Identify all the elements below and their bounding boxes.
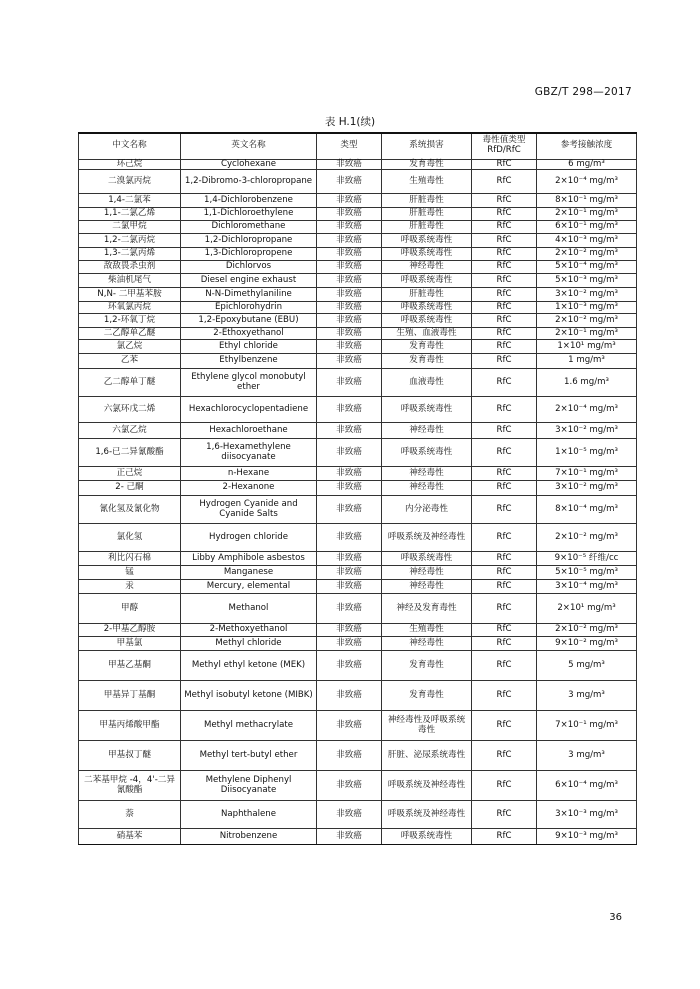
cell-toxicity-type: RfC — [472, 248, 537, 261]
cell-reference-concentration: 1 mg/m³ — [537, 354, 637, 369]
table-row — [79, 261, 637, 274]
cell-type: 非致癌 — [317, 624, 382, 637]
cell-en-name: 1,2-Dibromo-3-chloropropane — [181, 170, 317, 194]
cell-toxicity-type: RfC — [472, 552, 537, 566]
cell-reference-concentration: 2×10⁻¹ mg/m³ — [537, 328, 637, 340]
cell-type: 非致癌 — [317, 194, 382, 208]
cell-cn-name: 利比闪石棉 — [79, 552, 181, 566]
cell-en-name: Diesel engine exhaust — [181, 274, 317, 288]
cell-toxicity-type: RfC — [472, 302, 537, 314]
cell-toxicity-type: RfC — [472, 369, 537, 397]
cell-toxicity-type: RfC — [472, 261, 537, 274]
cell-cn-name: 甲基乙基酮 — [79, 651, 181, 681]
table-row — [79, 580, 637, 594]
cell-en-name: N-N-Dimethylaniline — [181, 288, 317, 302]
cell-cn-name: 甲基丙烯酸甲酯 — [79, 711, 181, 741]
cell-en-name: Methyl chloride — [181, 637, 317, 651]
cell-toxicity-type: RfC — [472, 159, 537, 170]
cell-reference-concentration: 2×10⁻² mg/m³ — [537, 524, 637, 552]
cell-reference-concentration: 8×10⁻¹ mg/m³ — [537, 194, 637, 208]
cell-type: 非致癌 — [317, 328, 382, 340]
cell-type: 非致癌 — [317, 524, 382, 552]
cell-toxicity-type: RfC — [472, 637, 537, 651]
cell-system-damage: 神经毒性 — [382, 566, 472, 580]
col-header-type: 类型 — [317, 133, 382, 159]
col-header-reference-concentration: 参考接触浓度 — [537, 133, 637, 159]
cell-type: 非致癌 — [317, 681, 382, 711]
cell-en-name: Cyclohexane — [181, 159, 317, 170]
cell-toxicity-type: RfC — [472, 467, 537, 481]
cell-system-damage: 神经毒性 — [382, 481, 472, 496]
cell-cn-name: 敌敌畏杀虫剂 — [79, 261, 181, 274]
cell-system-damage: 生殖毒性 — [382, 170, 472, 194]
cell-en-name: 2-Methoxyethanol — [181, 624, 317, 637]
cell-reference-concentration: 3×10⁻⁴ mg/m³ — [537, 580, 637, 594]
table-row — [79, 274, 637, 288]
cell-cn-name: N,N- 二甲基苯胺 — [79, 288, 181, 302]
cell-en-name: 1,3-Dichloropropene — [181, 248, 317, 261]
cell-en-name: Dichloromethane — [181, 221, 317, 234]
cell-en-name: Methanol — [181, 594, 317, 624]
cell-en-name: Nitrobenzene — [181, 829, 317, 845]
cell-cn-name: 甲醇 — [79, 594, 181, 624]
cell-system-damage: 神经毒性 — [382, 580, 472, 594]
standard-code: GBZ/T 298—2017 — [534, 86, 632, 98]
cell-type: 非致癌 — [317, 234, 382, 248]
table-row — [79, 496, 637, 524]
cell-toxicity-type: RfC — [472, 496, 537, 524]
cell-system-damage: 血液毒性 — [382, 369, 472, 397]
cell-system-damage: 神经毒性 — [382, 261, 472, 274]
cell-toxicity-type: RfC — [472, 328, 537, 340]
cell-type: 非致癌 — [317, 580, 382, 594]
cell-system-damage: 呼吸系统毒性 — [382, 274, 472, 288]
col-header-toxicity-type: 毒性值类型RfD/RfC — [472, 133, 537, 159]
cell-toxicity-type: RfC — [472, 711, 537, 741]
cell-system-damage: 呼吸系统及神经毒性 — [382, 524, 472, 552]
cell-en-name: Hydrogen Cyanide and Cyanide Salts — [181, 496, 317, 524]
cell-system-damage: 呼吸系统毒性 — [382, 829, 472, 845]
cell-system-damage: 神经毒性 — [382, 423, 472, 439]
table-row — [79, 369, 637, 397]
cell-system-damage: 肝脏毒性 — [382, 221, 472, 234]
cell-toxicity-type: RfC — [472, 234, 537, 248]
cell-toxicity-type: RfC — [472, 481, 537, 496]
table-row — [79, 481, 637, 496]
cell-system-damage: 内分泌毒性 — [382, 496, 472, 524]
cell-system-damage: 肝脏毒性 — [382, 288, 472, 302]
cell-en-name: Libby Amphibole asbestos — [181, 552, 317, 566]
cell-system-damage: 神经毒性 — [382, 467, 472, 481]
cell-cn-name: 六氯环戊二烯 — [79, 397, 181, 423]
cell-en-name: Ethyl chloride — [181, 340, 317, 354]
table-row — [79, 439, 637, 467]
cell-cn-name: 1,3-二氯丙烯 — [79, 248, 181, 261]
cell-type: 非致癌 — [317, 248, 382, 261]
cell-reference-concentration: 2×10⁻² mg/m³ — [537, 248, 637, 261]
cell-system-damage: 肝脏、泌尿系统毒性 — [382, 741, 472, 771]
table-row — [79, 328, 637, 340]
table-row — [79, 594, 637, 624]
cell-en-name: 2-Ethoxyethanol — [181, 328, 317, 340]
cell-reference-concentration: 3×10⁻² mg/m³ — [537, 423, 637, 439]
page-number: 36 — [609, 912, 622, 923]
cell-type: 非致癌 — [317, 221, 382, 234]
table-row — [79, 159, 637, 170]
cell-reference-concentration: 3 mg/m³ — [537, 741, 637, 771]
table-row — [79, 711, 637, 741]
cell-cn-name: 1,4-二氯苯 — [79, 194, 181, 208]
cell-type: 非致癌 — [317, 397, 382, 423]
cell-reference-concentration: 3×10⁻² mg/m³ — [537, 481, 637, 496]
cell-cn-name: 氰化氢及氰化物 — [79, 496, 181, 524]
cell-en-name: Mercury, elemental — [181, 580, 317, 594]
cell-type: 非致癌 — [317, 741, 382, 771]
cell-toxicity-type: RfC — [472, 397, 537, 423]
cell-en-name: Ethylene glycol monobutyl ether — [181, 369, 317, 397]
cell-cn-name: 柴油机尾气 — [79, 274, 181, 288]
cell-cn-name: 二乙醇单乙醚 — [79, 328, 181, 340]
cell-cn-name: 汞 — [79, 580, 181, 594]
cell-toxicity-type: RfC — [472, 208, 537, 221]
cell-toxicity-type: RfC — [472, 771, 537, 801]
cell-reference-concentration: 6 mg/m³ — [537, 159, 637, 170]
cell-reference-concentration: 5×10⁻⁴ mg/m³ — [537, 261, 637, 274]
cell-system-damage: 肝脏毒性 — [382, 208, 472, 221]
table-row — [79, 170, 637, 194]
cell-cn-name: 二氯甲烷 — [79, 221, 181, 234]
cell-toxicity-type: RfC — [472, 801, 537, 829]
cell-type: 非致癌 — [317, 208, 382, 221]
cell-toxicity-type: RfC — [472, 170, 537, 194]
cell-en-name: 1,2-Dichloropropane — [181, 234, 317, 248]
table-row — [79, 741, 637, 771]
table-title: 表 H.1(续) — [324, 116, 376, 128]
cell-reference-concentration: 2×10⁻⁴ mg/m³ — [537, 397, 637, 423]
cell-cn-name: 二溴氯丙烷 — [79, 170, 181, 194]
cell-reference-concentration: 9×10⁻⁵ 纤维/cc — [537, 552, 637, 566]
cell-toxicity-type: RfC — [472, 594, 537, 624]
cell-en-name: 2-Hexanone — [181, 481, 317, 496]
cell-en-name: Methyl ethyl ketone (MEK) — [181, 651, 317, 681]
cell-system-damage: 呼吸系统及神经毒性 — [382, 801, 472, 829]
table-row — [79, 552, 637, 566]
cell-cn-name: 硝基苯 — [79, 829, 181, 845]
cell-type: 非致癌 — [317, 711, 382, 741]
table-row — [79, 771, 637, 801]
cell-type: 非致癌 — [317, 354, 382, 369]
cell-system-damage: 神经毒性及呼吸系统毒性 — [382, 711, 472, 741]
cell-system-damage: 发育毒性 — [382, 681, 472, 711]
cell-toxicity-type: RfC — [472, 340, 537, 354]
cell-type: 非致癌 — [317, 481, 382, 496]
table-row — [79, 208, 637, 221]
cell-en-name: n-Hexane — [181, 467, 317, 481]
cell-type: 非致癌 — [317, 314, 382, 328]
cell-en-name: 1,6-Hexamethylene diisocyanate — [181, 439, 317, 467]
cell-cn-name: 乙苯 — [79, 354, 181, 369]
cell-type: 非致癌 — [317, 302, 382, 314]
cell-reference-concentration: 4×10⁻³ mg/m³ — [537, 234, 637, 248]
cell-reference-concentration: 2×10⁻⁴ mg/m³ — [537, 170, 637, 194]
table-row — [79, 467, 637, 481]
cell-reference-concentration: 1×10⁻³ mg/m³ — [537, 302, 637, 314]
cell-cn-name: 1,2-环氧丁烷 — [79, 314, 181, 328]
cell-en-name: Ethylbenzene — [181, 354, 317, 369]
cell-system-damage: 神经毒性 — [382, 637, 472, 651]
cell-en-name: 1,1-Dichloroethylene — [181, 208, 317, 221]
cell-reference-concentration: 3×10⁻² mg/m³ — [537, 288, 637, 302]
table-row — [79, 651, 637, 681]
table-row — [79, 637, 637, 651]
cell-reference-concentration: 5×10⁻⁵ mg/m³ — [537, 566, 637, 580]
table-header-row — [79, 133, 637, 159]
cell-cn-name: 2- 己酮 — [79, 481, 181, 496]
table-row — [79, 681, 637, 711]
table-row — [79, 423, 637, 439]
cell-system-damage: 生殖、血液毒性 — [382, 328, 472, 340]
cell-cn-name: 1,6-已二异氰酸酯 — [79, 439, 181, 467]
cell-reference-concentration: 7×10⁻¹ mg/m³ — [537, 711, 637, 741]
cell-en-name: Hexachloroethane — [181, 423, 317, 439]
cell-toxicity-type: RfC — [472, 624, 537, 637]
cell-type: 非致癌 — [317, 159, 382, 170]
cell-system-damage: 发育毒性 — [382, 340, 472, 354]
cell-type: 非致癌 — [317, 829, 382, 845]
cell-en-name: Methyl tert-butyl ether — [181, 741, 317, 771]
table-row — [79, 624, 637, 637]
col-header-en-name: 英文名称 — [181, 133, 317, 159]
cell-toxicity-type: RfC — [472, 580, 537, 594]
cell-type: 非致癌 — [317, 288, 382, 302]
cell-toxicity-type: RfC — [472, 288, 537, 302]
cell-toxicity-type: RfC — [472, 741, 537, 771]
cell-type: 非致癌 — [317, 261, 382, 274]
cell-cn-name: 萘 — [79, 801, 181, 829]
cell-reference-concentration: 2×10⁻² mg/m³ — [537, 314, 637, 328]
cell-type: 非致癌 — [317, 496, 382, 524]
cell-toxicity-type: RfC — [472, 221, 537, 234]
cell-type: 非致癌 — [317, 552, 382, 566]
cell-system-damage: 呼吸系统毒性 — [382, 248, 472, 261]
cell-system-damage: 呼吸系统及神经毒性 — [382, 771, 472, 801]
cell-type: 非致癌 — [317, 771, 382, 801]
cell-en-name: Hexachlorocyclopentadiene — [181, 397, 317, 423]
cell-cn-name: 六氯乙烷 — [79, 423, 181, 439]
cell-reference-concentration: 8×10⁻⁴ mg/m³ — [537, 496, 637, 524]
cell-system-damage: 生殖毒性 — [382, 624, 472, 637]
table-row — [79, 221, 637, 234]
cell-system-damage: 呼吸系统毒性 — [382, 234, 472, 248]
table-row — [79, 354, 637, 369]
cell-type: 非致癌 — [317, 439, 382, 467]
cell-reference-concentration: 7×10⁻¹ mg/m³ — [537, 467, 637, 481]
cell-cn-name: 乙二醇单丁醚 — [79, 369, 181, 397]
cell-type: 非致癌 — [317, 423, 382, 439]
cell-en-name: Epichlorohydrin — [181, 302, 317, 314]
cell-cn-name: 环氧氯丙烷 — [79, 302, 181, 314]
cell-system-damage: 呼吸系统毒性 — [382, 397, 472, 423]
cell-reference-concentration: 6×10⁻¹ mg/m³ — [537, 221, 637, 234]
table-row — [79, 314, 637, 328]
cell-type: 非致癌 — [317, 637, 382, 651]
cell-reference-concentration: 9×10⁻³ mg/m³ — [537, 829, 637, 845]
cell-en-name: Methyl isobutyl ketone (MIBK) — [181, 681, 317, 711]
table-row — [79, 801, 637, 829]
cell-cn-name: 甲基叔丁醚 — [79, 741, 181, 771]
cell-system-damage: 肝脏毒性 — [382, 194, 472, 208]
cell-cn-name: 正己烷 — [79, 467, 181, 481]
cell-type: 非致癌 — [317, 594, 382, 624]
col-header-cn-name: 中文名称 — [79, 133, 181, 159]
cell-en-name: 1,4-Dichlorobenzene — [181, 194, 317, 208]
col-header-system-damage: 系统损害 — [382, 133, 472, 159]
cell-reference-concentration: 5×10⁻³ mg/m³ — [537, 274, 637, 288]
table-row — [79, 566, 637, 580]
cell-toxicity-type: RfC — [472, 829, 537, 845]
table-row — [79, 248, 637, 261]
table-row — [79, 234, 637, 248]
cell-cn-name: 1,1-二氯乙烯 — [79, 208, 181, 221]
cell-toxicity-type: RfC — [472, 566, 537, 580]
cell-en-name: Dichlorvos — [181, 261, 317, 274]
cell-reference-concentration: 3 mg/m³ — [537, 681, 637, 711]
cell-reference-concentration: 1×10¹ mg/m³ — [537, 340, 637, 354]
cell-reference-concentration: 2×10⁻¹ mg/m³ — [537, 208, 637, 221]
cell-cn-name: 1,2-二氯丙烷 — [79, 234, 181, 248]
table-row — [79, 829, 637, 845]
cell-system-damage: 发育毒性 — [382, 651, 472, 681]
cell-toxicity-type: RfC — [472, 354, 537, 369]
table-body — [79, 159, 637, 845]
cell-reference-concentration: 1×10⁻⁵ mg/m³ — [537, 439, 637, 467]
cell-reference-concentration: 9×10⁻² mg/m³ — [537, 637, 637, 651]
cell-system-damage: 发育毒性 — [382, 159, 472, 170]
cell-system-damage: 呼吸系统毒性 — [382, 552, 472, 566]
cell-toxicity-type: RfC — [472, 423, 537, 439]
cell-system-damage: 神经及发育毒性 — [382, 594, 472, 624]
cell-en-name: Methylene Diphenyl Diisocyanate — [181, 771, 317, 801]
cell-system-damage: 发育毒性 — [382, 354, 472, 369]
cell-toxicity-type: RfC — [472, 314, 537, 328]
cell-type: 非致癌 — [317, 566, 382, 580]
cell-en-name: Manganese — [181, 566, 317, 580]
cell-type: 非致癌 — [317, 651, 382, 681]
cell-reference-concentration: 3×10⁻³ mg/m³ — [537, 801, 637, 829]
table-row — [79, 340, 637, 354]
cell-cn-name: 氯乙烷 — [79, 340, 181, 354]
cell-type: 非致癌 — [317, 369, 382, 397]
table-row — [79, 302, 637, 314]
cell-toxicity-type: RfC — [472, 274, 537, 288]
cell-system-damage: 呼吸系统毒性 — [382, 314, 472, 328]
cell-toxicity-type: RfC — [472, 681, 537, 711]
substance-table — [78, 132, 637, 845]
cell-reference-concentration: 6×10⁻⁴ mg/m³ — [537, 771, 637, 801]
cell-type: 非致癌 — [317, 170, 382, 194]
table-row — [79, 288, 637, 302]
cell-cn-name: 2-甲基乙醇胺 — [79, 624, 181, 637]
cell-cn-name: 甲基氯 — [79, 637, 181, 651]
table-row — [79, 194, 637, 208]
cell-toxicity-type: RfC — [472, 651, 537, 681]
cell-system-damage: 呼吸系统毒性 — [382, 439, 472, 467]
cell-cn-name: 二苯基甲烷 -4，4'-二异氰酸酯 — [79, 771, 181, 801]
cell-en-name: Naphthalene — [181, 801, 317, 829]
table-row — [79, 397, 637, 423]
cell-reference-concentration: 1.6 mg/m³ — [537, 369, 637, 397]
cell-toxicity-type: RfC — [472, 194, 537, 208]
cell-system-damage: 呼吸系统毒性 — [382, 302, 472, 314]
cell-cn-name: 氯化氢 — [79, 524, 181, 552]
cell-en-name: Hydrogen chloride — [181, 524, 317, 552]
cell-type: 非致癌 — [317, 274, 382, 288]
table-row — [79, 524, 637, 552]
cell-cn-name: 锰 — [79, 566, 181, 580]
cell-en-name: 1,2-Epoxybutane (EBU) — [181, 314, 317, 328]
cell-toxicity-type: RfC — [472, 439, 537, 467]
cell-type: 非致癌 — [317, 801, 382, 829]
cell-reference-concentration: 2×10⁻² mg/m³ — [537, 624, 637, 637]
cell-cn-name: 甲基异丁基酮 — [79, 681, 181, 711]
cell-toxicity-type: RfC — [472, 524, 537, 552]
cell-reference-concentration: 2×10¹ mg/m³ — [537, 594, 637, 624]
cell-en-name: Methyl methacrylate — [181, 711, 317, 741]
cell-type: 非致癌 — [317, 467, 382, 481]
cell-cn-name: 环己烷 — [79, 159, 181, 170]
cell-reference-concentration: 5 mg/m³ — [537, 651, 637, 681]
cell-type: 非致癌 — [317, 340, 382, 354]
